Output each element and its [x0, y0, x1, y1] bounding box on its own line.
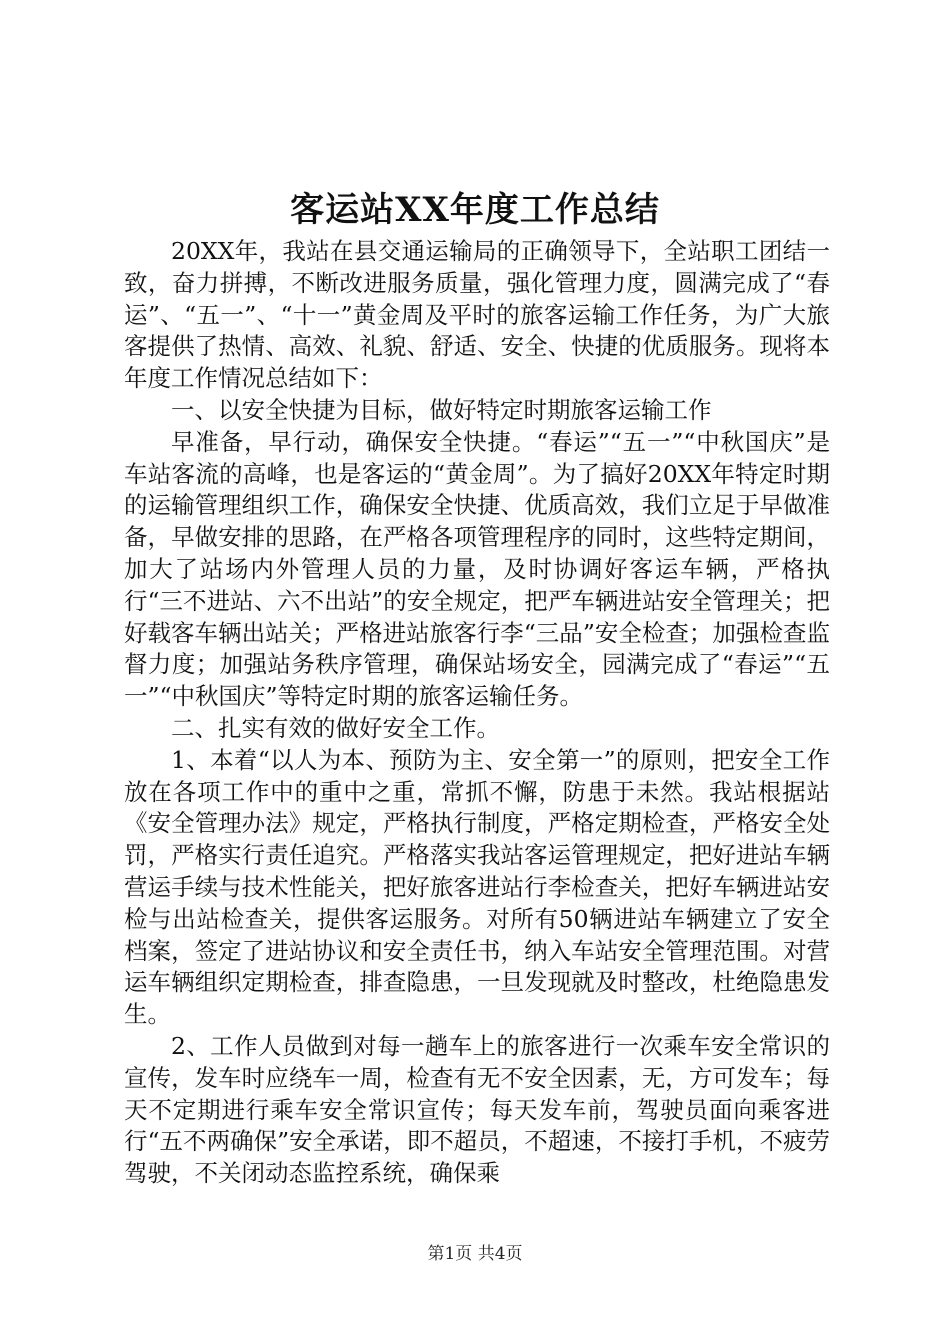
section-2-heading: 二、扎实有效的做好安全工作。 [171, 713, 500, 742]
section-1-heading: 一、以安全快捷为目标，做好特定时期旅客运输工作 [171, 395, 712, 424]
section-2-item-2: 2、工作人员做到对每一趟车上的旅客进行一次乘车安全常识的宣传，发车时应绕车一周，检查有无不安全因素，无，方可发车；每天不定期进行乘车安全常识宣传；每天发车前，驾驶员面向乘客进行“五不两确保”安全承诺，即不超员，不超速，不接打手机，不疲劳驾驶，不关闭动态监控系统，确保乘 [124, 1031, 830, 1188]
document-title: 客运站XX年度工作总结 [290, 190, 660, 230]
intro-paragraph: 20XX年，我站在县交通运输局的正确领导下，全站职工团结一致，奋力拼搏，不断改进服务质量，强化管理力度，圆满完成了“春运”、“五一”、“十一”黄金周及平时的旅客运输工作任务，为广大旅客提供了热情、高效、礼貌、舒适、安全、快捷的优质服务。现将本年度工作情况总结如下： [124, 237, 830, 393]
document-body [124, 236, 830, 1190]
section-2-item-1: 1、本着“以人为本、预防为主、安全第一”的原则，把安全工作放在各项工作中的重中之重，常抓不懈，防患于未然。我站根据站《安全管理办法》规定，严格执行制度，严格定期检查，严格安全处罚，严格实行责任追究。严格落实我站客运管理规定，把好进站车辆营运手续与技术性能关，把好旅客进站行李检查关，把好车辆进站安检与出站检查关，提供客运服务。对所有50辆进站车辆建立了安全档案，签定了进站协议和安全责任书，纳入车站安全管理范围。对营运车辆组织定期检查，排查隐患，一旦发现就及时整改，杜绝隐患发生。 [124, 745, 830, 1029]
section-1-paragraph: 早准备，早行动，确保安全快捷。“春运”“五一”“中秋国庆”是车站客流的高峰，也是客运的“黄金周”。为了搞好20XX年特定时期的运输管理组织工作，确保安全快捷、优质高效，我们立足于早做准备，早做安排的思路，在严格各项管理程序的同时，这些特定期间，加大了站场内外管理人员的力量，及时协调好客运车辆，严格执行“三不进站、六不出站”的安全规定，把严车辆进站安全管理关；把好载客车辆出站关；严格进站旅客行李“三品”安全检查；加强检查监督力度；加强站务秩序管理，确保站场安全，园满完成了“春运”“五一”“中秋国庆”等特定时期的旅客运输任务。 [124, 427, 830, 711]
page-footer: 第1页 共4页 [427, 1244, 523, 1264]
